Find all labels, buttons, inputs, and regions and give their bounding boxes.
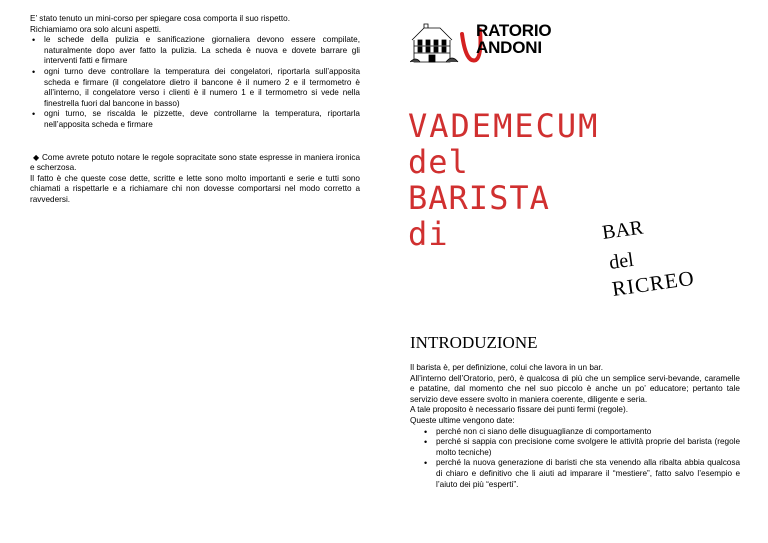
intro-line-2: Richiamiamo ora solo alcuni aspetti. [30,24,162,34]
intro-paragraph: All’interno dell’Oratorio, però, è qualcosa di più che un semplice servi-bevande, caramelle e patatine, dal momento che nel suo piccolo è anche un po’ educatore; pertanto tale servizio deve essere svolto in maniera coerente, diligente e seria. [410,373,740,404]
introduction-body [410,363,740,490]
title-line-2: del [408,143,469,181]
note-paragraph-2: Il fatto è che queste cose dette, scritte e lette sono molto importanti e serie e tutti sono chiamati a rispettarle e a richiamare chi non dovesse comportarsi nel modo corretto a ravvedersi. [30,173,360,204]
list-item: • ogni turno, se riscalda le pizzette, deve controllarne la temperatura, riportarla nell’apposita scheda e firmare [30,109,360,130]
introduction-heading: INTRODUZIONE [410,333,538,352]
title-line-4: di [408,215,449,253]
vademecum-title [408,108,599,252]
logo-line-2: ANDONI [476,38,542,57]
list-item: • perché non ci siano delle disuguaglianze di comportamento [422,427,740,438]
bar-del-word: del [607,248,636,275]
title-line-1: VADEMECUM [408,107,600,145]
list-item: • le schede della pulizia e sanificazione giornaliera devono essere compilate, naturalmente dopo aver fatto la pulizia. La scheda è nuova e dovete barrare gli interventi fatti e firmare [30,35,360,67]
rules-list [30,35,360,130]
logo-wordmark [476,22,551,56]
ricreo-word: RICREO [610,265,697,302]
intro-line-1: E’ stato tenuto un mini-corso per spiegare cosa comporta il suo rispetto. [30,14,291,23]
intro-paragraph: Il barista è, per definizione, colui che lavora in un bar. [410,363,603,372]
reasons-list [422,427,740,491]
left-column [30,14,360,206]
bar-word: BAR [600,216,645,245]
title-line-3: BARISTA [408,179,550,217]
intro-paragraph: A tale proposito è necessario fissare dei punti fermi (regole). [410,405,628,415]
diamond-bullet-icon: ◆ [33,152,40,162]
intro-paragraph: Queste ultime vengono date: [410,415,515,425]
note-paragraph-1: ◆ Come avrete potuto notare le regole sopracitate sono state espresse in maniera ironica e scherzosa. [30,152,360,173]
list-item: • ogni turno deve controllare la temperatura dei congelatori, riportarla sull’apposita scheda e firmare (il congelatore dietro il bancone è il numero 2 e il termometro è all’interno, il congelatore verso i clienti è il numero 1 e il termometro si vede nella finestrella fuori dal bancone in basso) [30,67,360,109]
logo-line-1: RATORIO [476,21,552,40]
list-item: • perché si sappia con precisione come svolgere le attività proprie del barista (regole molto tecniche) [422,437,740,458]
list-item: • perché la nuova generazione di baristi che sta venendo alla ribalta abbia qualcosa di chiaro e definitivo che li aiuti ad imparare il “mestiere”, fatto salvo l’esempio e l’aiuto dei più “esperti”. [422,458,740,490]
